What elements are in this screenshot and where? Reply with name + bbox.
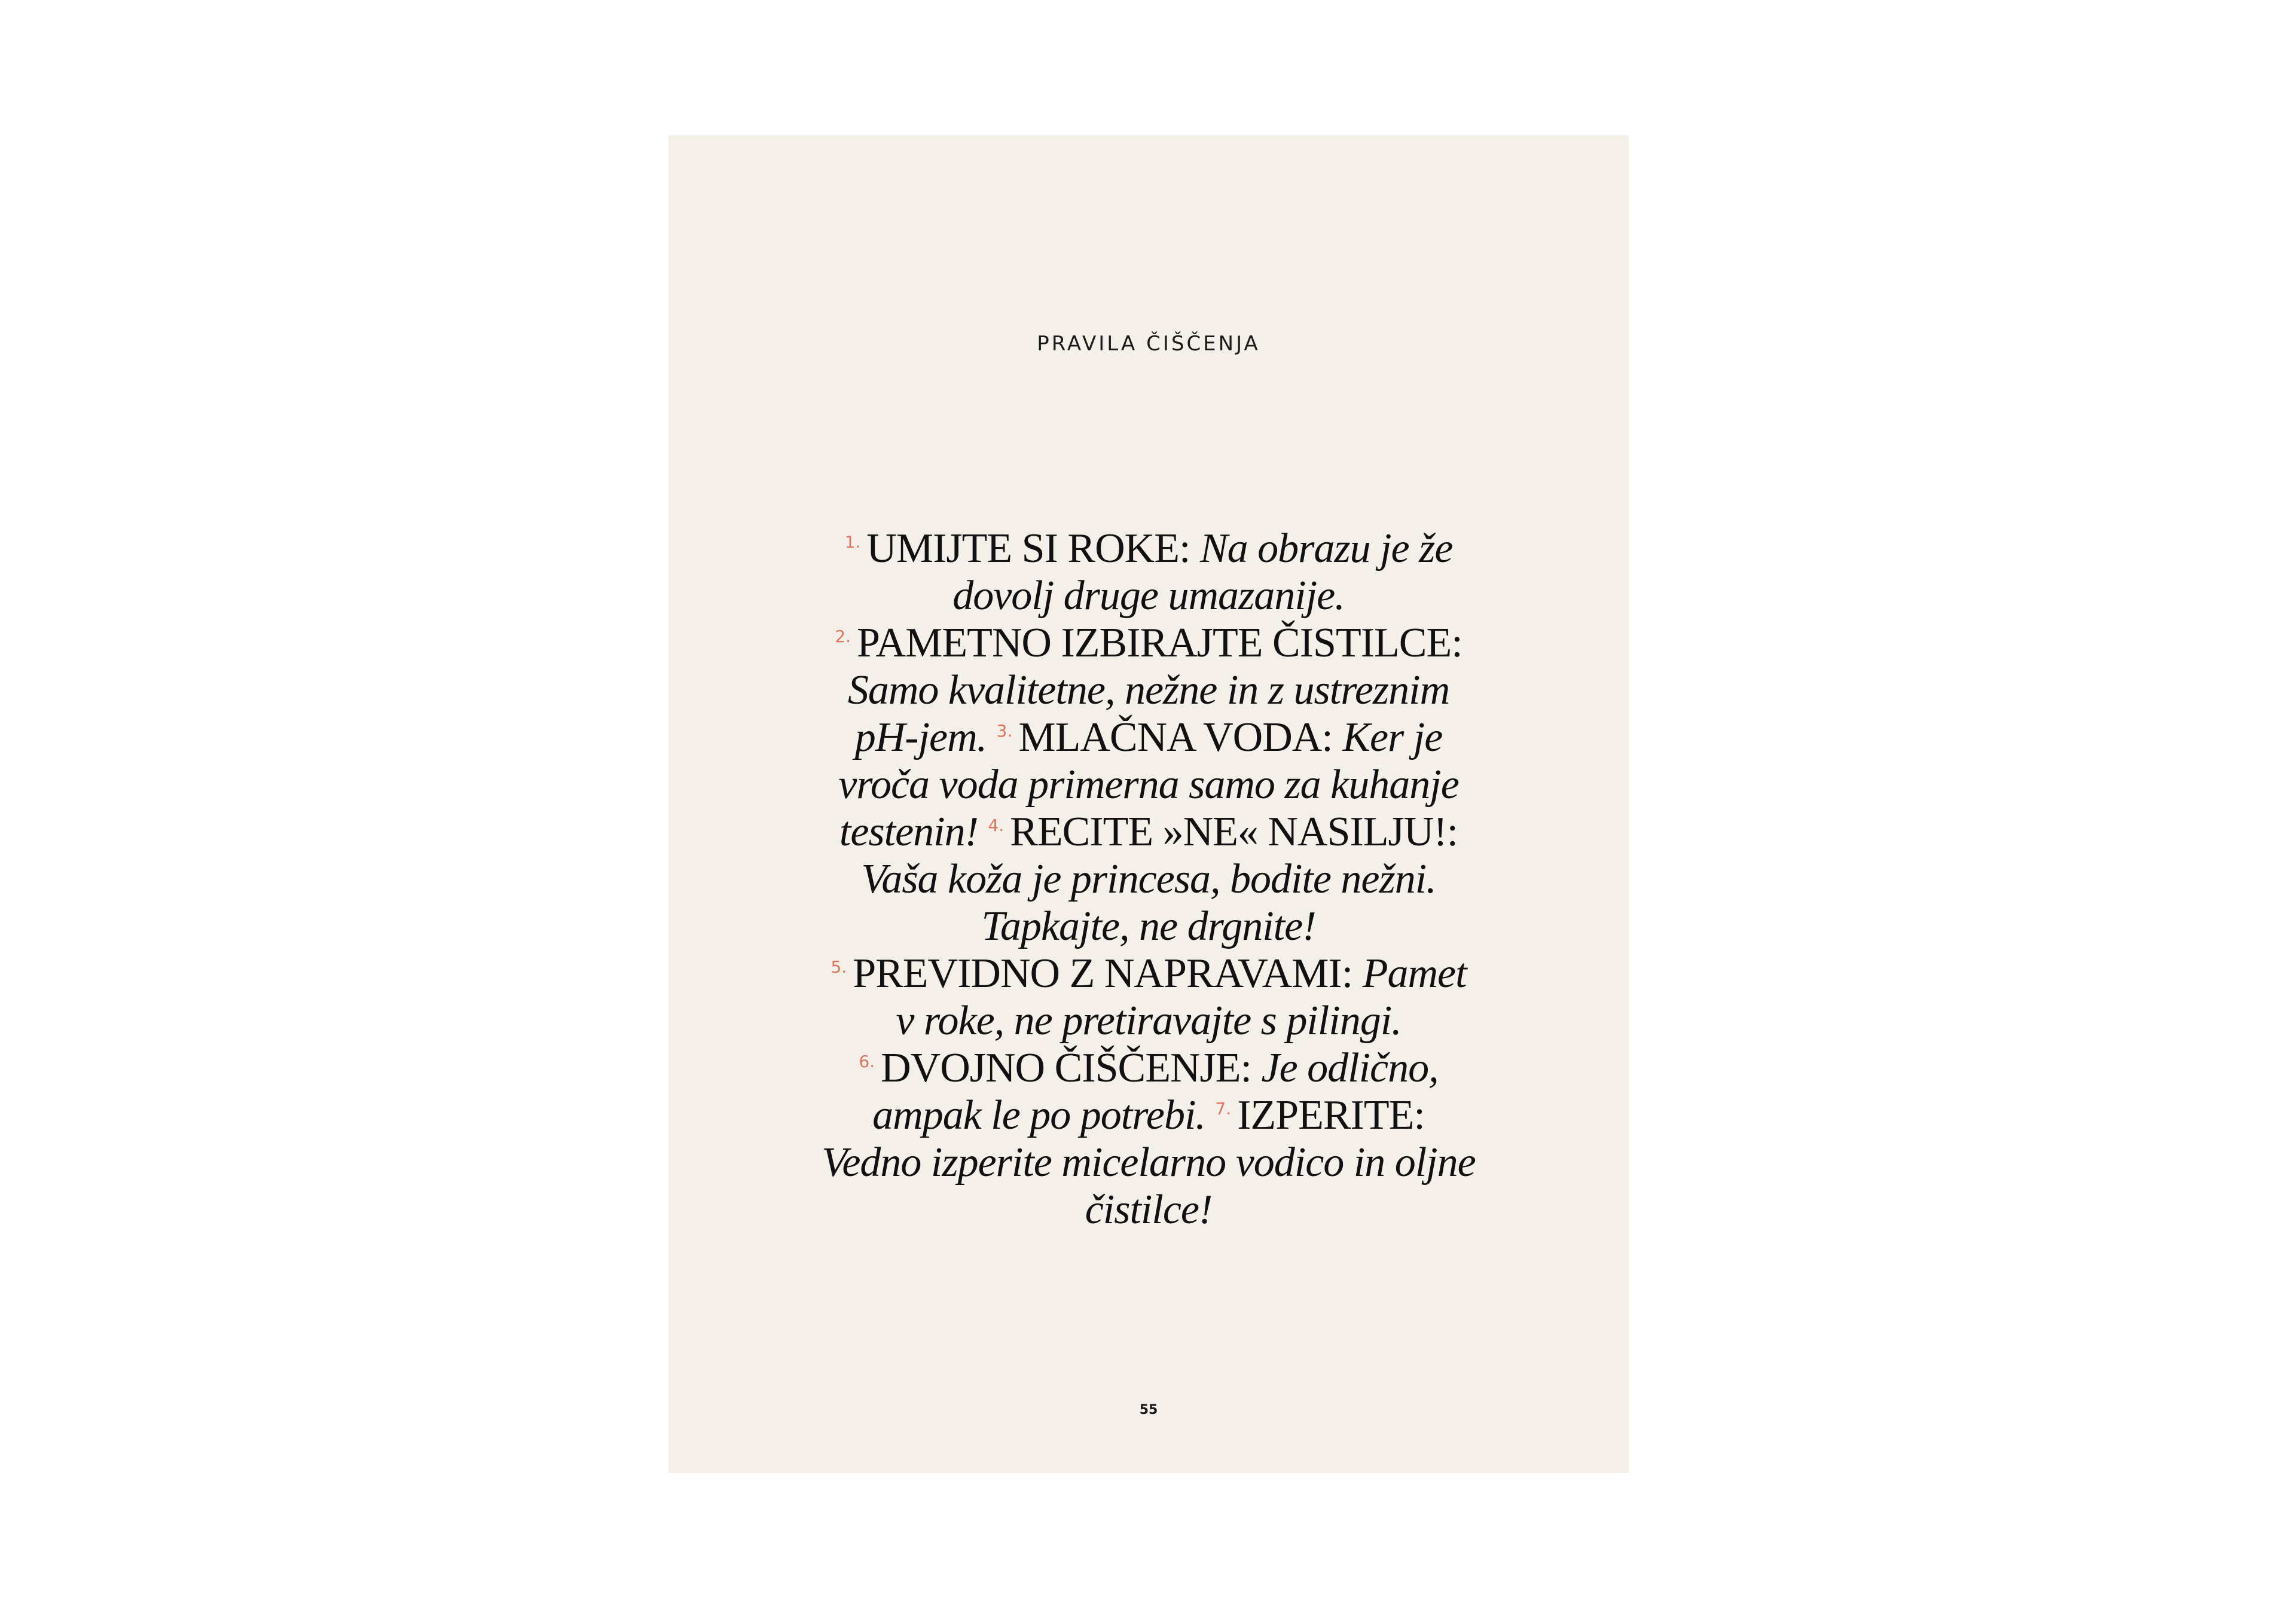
rule-heading: MLAČNA VODA: bbox=[1018, 714, 1333, 760]
rule-number: 5. bbox=[831, 957, 847, 977]
magazine-page bbox=[668, 135, 1629, 1473]
rule-heading: IZPERITE: bbox=[1237, 1092, 1425, 1138]
cleaning-rules-text bbox=[818, 525, 1479, 1233]
rule-1 bbox=[845, 526, 1453, 619]
rule-heading: PAMETNO IZBIRAJTE ČISTILCE: bbox=[857, 620, 1463, 666]
rule-5 bbox=[831, 951, 1466, 1044]
rule-heading: UMIJTE SI ROKE: bbox=[866, 526, 1190, 572]
rule-number: 4. bbox=[988, 815, 1004, 835]
rule-heading: RECITE »NE« NASILJU!: bbox=[1010, 809, 1458, 855]
rule-number: 3. bbox=[996, 721, 1013, 741]
page-number: 55 bbox=[1139, 1403, 1158, 1417]
page-title: PRAVILA ČIŠČENJA bbox=[1037, 332, 1260, 356]
rule-number: 2. bbox=[835, 627, 851, 646]
rule-description: Vedno izperite micelarno vodico in oljne čistilce! bbox=[822, 1139, 1476, 1233]
rule-description: Ker je vroča voda primerna samo za kuhanje testenin! bbox=[838, 714, 1459, 855]
rule-description: Samo kvalitetne, nežne in z ustreznim pH-jem. bbox=[847, 667, 1450, 760]
rule-number: 7. bbox=[1215, 1099, 1232, 1119]
rule-description: Pamet v roke, ne pretiravajte s pilingi. bbox=[896, 951, 1467, 1044]
rule-number: 6. bbox=[859, 1052, 875, 1071]
rule-description: Je odlično, ampak le po potrebi. bbox=[872, 1045, 1439, 1138]
rule-description: Na obrazu je že dovolj druge umazanije. bbox=[952, 526, 1453, 619]
rule-heading: PREVIDNO Z NAPRAVAMI: bbox=[853, 951, 1353, 997]
rule-description: Vaša koža je princesa, bodite nežni. Tapkajte, ne drgnite! bbox=[861, 856, 1436, 949]
rule-heading: DVOJNO ČIŠČENJE: bbox=[881, 1045, 1251, 1091]
rule-number: 1. bbox=[844, 532, 861, 552]
